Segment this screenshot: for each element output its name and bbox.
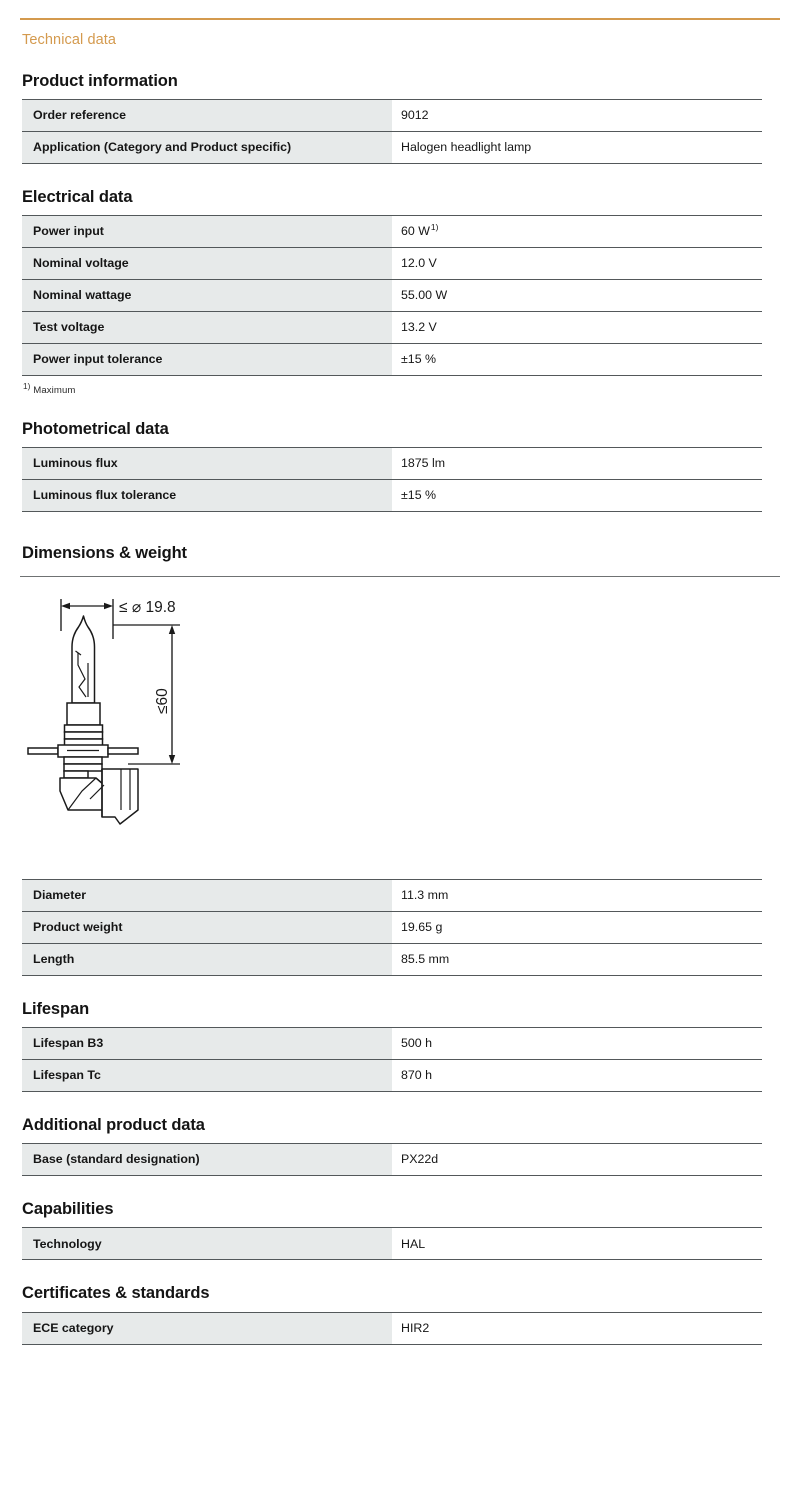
spec-label: Nominal wattage — [22, 279, 392, 311]
spec-value: HIR2 — [392, 1312, 762, 1344]
technical-data-page — [0, 18, 800, 1485]
table-row — [22, 479, 762, 511]
spec-label: Lifespan B3 — [22, 1028, 392, 1060]
spec-table-capabilities — [22, 1227, 762, 1260]
spec-value: ±15 % — [392, 479, 762, 511]
spec-label: Base (standard designation) — [22, 1144, 392, 1176]
technical-data-tab-label[interactable]: Technical data — [22, 32, 117, 48]
table-row — [22, 1028, 762, 1060]
spec-value: 55.00 W — [392, 279, 762, 311]
footnote-marker: 1) — [430, 221, 439, 232]
section-heading-additional-product-data: Additional product data — [22, 1116, 205, 1135]
spec-table-lifespan — [22, 1027, 762, 1092]
section-heading-product-information: Product information — [22, 71, 178, 90]
spec-value — [392, 215, 762, 247]
table-row — [22, 1144, 762, 1176]
spec-value: 1875 lm — [392, 447, 762, 479]
table-row — [22, 1060, 762, 1092]
spec-table-additional-product-data — [22, 1143, 762, 1176]
spec-value: ±15 % — [392, 343, 762, 375]
spec-value: 500 h — [392, 1028, 762, 1060]
spec-value: Halogen headlight lamp — [392, 131, 762, 163]
bulb-drawing-svg — [20, 579, 420, 879]
spec-label: Length — [22, 944, 392, 976]
spec-label: Luminous flux tolerance — [22, 479, 392, 511]
table-row — [22, 1312, 762, 1344]
spec-label: Technology — [22, 1228, 392, 1260]
dimensions-divider — [20, 576, 780, 577]
spec-value: 11.3 mm — [392, 880, 762, 912]
spec-table-product-information — [22, 99, 762, 164]
spec-table-certificates-standards — [22, 1312, 762, 1345]
spec-label: Order reference — [22, 99, 392, 131]
footnote-text: Maximum — [33, 384, 76, 396]
spec-label: Luminous flux — [22, 447, 392, 479]
table-row — [22, 131, 762, 163]
spec-value: HAL — [392, 1228, 762, 1260]
table-row — [22, 311, 762, 343]
table-row — [22, 880, 762, 912]
dimension-label-vertical: ≤60 — [154, 688, 171, 715]
spec-label: Lifespan Tc — [22, 1060, 392, 1092]
spec-label: Product weight — [22, 912, 392, 944]
spec-table-electrical-data — [22, 215, 762, 376]
section-heading-photometrical-data: Photometrical data — [22, 419, 169, 438]
table-row — [22, 1228, 762, 1260]
spec-value: 870 h — [392, 1060, 762, 1092]
footnote-marker: 1) — [23, 381, 31, 391]
section-heading-electrical-data: Electrical data — [22, 187, 133, 206]
halogen-bulb-technical-drawing — [20, 579, 780, 879]
spec-label: Diameter — [22, 880, 392, 912]
section-heading-capabilities: Capabilities — [22, 1200, 114, 1219]
spec-table-photometrical-data — [22, 447, 762, 512]
table-row — [22, 247, 762, 279]
table-row — [22, 343, 762, 375]
table-row — [22, 215, 762, 247]
footnote-maximum — [20, 376, 780, 396]
spec-label: Power input tolerance — [22, 343, 392, 375]
spec-value: 12.0 V — [392, 247, 762, 279]
section-heading-certificates-standards: Certificates & standards — [22, 1284, 210, 1303]
spec-label: Power input — [22, 215, 392, 247]
section-heading-lifespan: Lifespan — [22, 1000, 90, 1019]
spec-table-dimensions-weight — [22, 879, 762, 976]
spec-label: ECE category — [22, 1312, 392, 1344]
spec-label: Application (Category and Product specific) — [22, 131, 392, 163]
spec-value: PX22d — [392, 1144, 762, 1176]
table-row — [22, 99, 762, 131]
spec-value: 9012 — [392, 99, 762, 131]
section-heading-dimensions-weight: Dimensions & weight — [22, 543, 187, 562]
dimension-label-horizontal: ≤ ⌀ 19.8 — [119, 599, 176, 617]
spec-label: Nominal voltage — [22, 247, 392, 279]
spec-label: Test voltage — [22, 311, 392, 343]
table-row — [22, 447, 762, 479]
spec-value: 85.5 mm — [392, 944, 762, 976]
table-row — [22, 944, 762, 976]
table-row — [22, 912, 762, 944]
table-row — [22, 279, 762, 311]
spec-value: 19.65 g — [392, 912, 762, 944]
spec-value: 13.2 V — [392, 311, 762, 343]
spec-value-text: 60 W — [401, 223, 430, 238]
